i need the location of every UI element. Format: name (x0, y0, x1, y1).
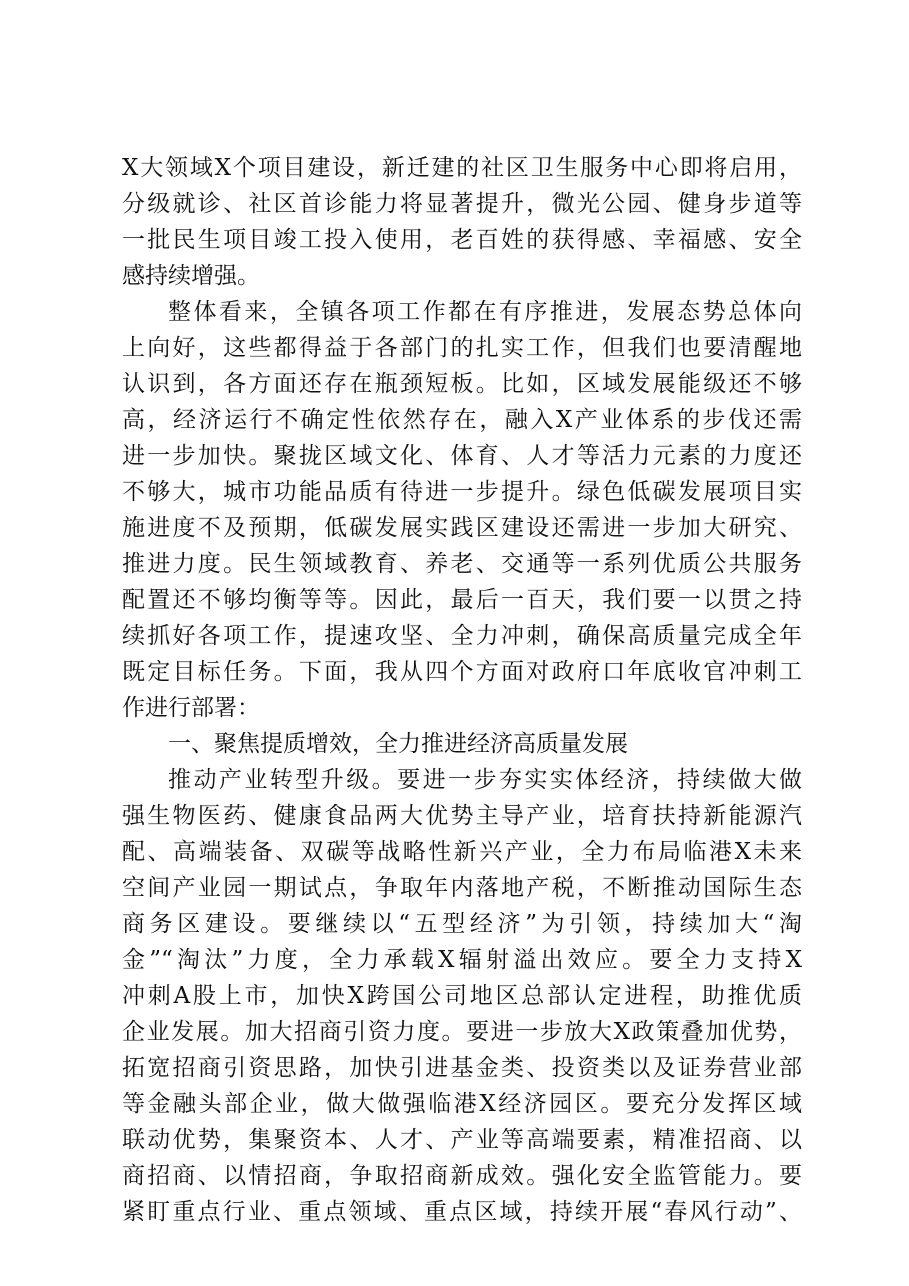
paragraph-line: 不够大，城市功能品质有待进一步提升。绿色低碳发展项目实 (122, 479, 802, 505)
paragraph-line: 续抓好各项工作，提速攻坚、全力冲刺，确保高质量完成全年 (122, 623, 802, 649)
paragraph-line: 企业发展。加大招商引资力度。要进一步放大X政策叠加优势， (122, 1019, 802, 1045)
paragraph-line: X大领域X个项目建设，新迁建的社区卫生服务中心即将启用， (122, 155, 802, 181)
paragraph-line: 金”“淘汰”力度，全力承载X辐射溢出效应。要全力支持X (122, 947, 802, 973)
paragraph-line: 推进力度。民生领域教育、养老、交通等一系列优质公共服务 (122, 551, 802, 577)
paragraph-line: 商务区建设。要继续以“五型经济”为引领，持续加大“淘 (122, 911, 802, 937)
paragraph-line: 推动产业转型升级。要进一步夯实实体经济，持续做大做 (168, 767, 802, 793)
paragraph-line: 作进行部署： (122, 695, 260, 721)
paragraph-line: 拓宽招商引资思路，加快引进基金类、投资类以及证券营业部 (122, 1055, 802, 1081)
paragraph-line: 整体看来，全镇各项工作都在有序推进，发展态势总体向 (168, 299, 802, 325)
paragraph-line: 强生物医药、健康食品两大优势主导产业，培育扶持新能源汽 (122, 803, 802, 829)
paragraph-line: 冲刺A股上市，加快X跨国公司地区总部认定进程，助推优质 (122, 983, 802, 1009)
paragraph-line: 商招商、以情招商，争取招商新成效。强化安全监管能力。要 (122, 1163, 802, 1189)
paragraph-line: 感持续增强。 (122, 263, 260, 289)
paragraph-line: 既定目标任务。下面，我从四个方面对政府口年底收官冲刺工 (122, 659, 802, 685)
paragraph-line: 分级就诊、社区首诊能力将显著提升，微光公园、健身步道等 (122, 191, 802, 217)
paragraph-line: 紧盯重点行业、重点领域、重点区域，持续开展“春风行动”、 (122, 1199, 802, 1225)
paragraph-line: 一批民生项目竣工投入使用，老百姓的获得感、幸福感、安全 (122, 227, 802, 253)
paragraph-line: 空间产业园一期试点，争取年内落地产税，不断推动国际生态 (122, 875, 802, 901)
paragraph-line: 高，经济运行不确定性依然存在，融入X产业体系的步伐还需 (122, 407, 802, 433)
paragraph-line: 上向好，这些都得益于各部门的扎实工作，但我们也要清醒地 (122, 335, 802, 361)
paragraph-line: 等金融头部企业，做大做强临港X经济园区。要充分发挥区域 (122, 1091, 802, 1117)
section-heading: 一、聚焦提质增效，全力推进经济高质量发展 (168, 731, 628, 757)
paragraph-line: 联动优势，集聚资本、人才、产业等高端要素，精准招商、以 (122, 1127, 802, 1153)
paragraph-line: 配置还不够均衡等等。因此，最后一百天，我们要一以贯之持 (122, 587, 802, 613)
paragraph-line: 进一步加快。聚拢区域文化、体育、人才等活力元素的力度还 (122, 443, 802, 469)
paragraph-line: 施进度不及预期，低碳发展实践区建设还需进一步加大研究、 (122, 515, 802, 541)
paragraph-line: 配、高端装备、双碳等战略性新兴产业，全力布局临港X未来 (122, 839, 802, 865)
paragraph-line: 认识到，各方面还存在瓶颈短板。比如，区域发展能级还不够 (122, 371, 802, 397)
